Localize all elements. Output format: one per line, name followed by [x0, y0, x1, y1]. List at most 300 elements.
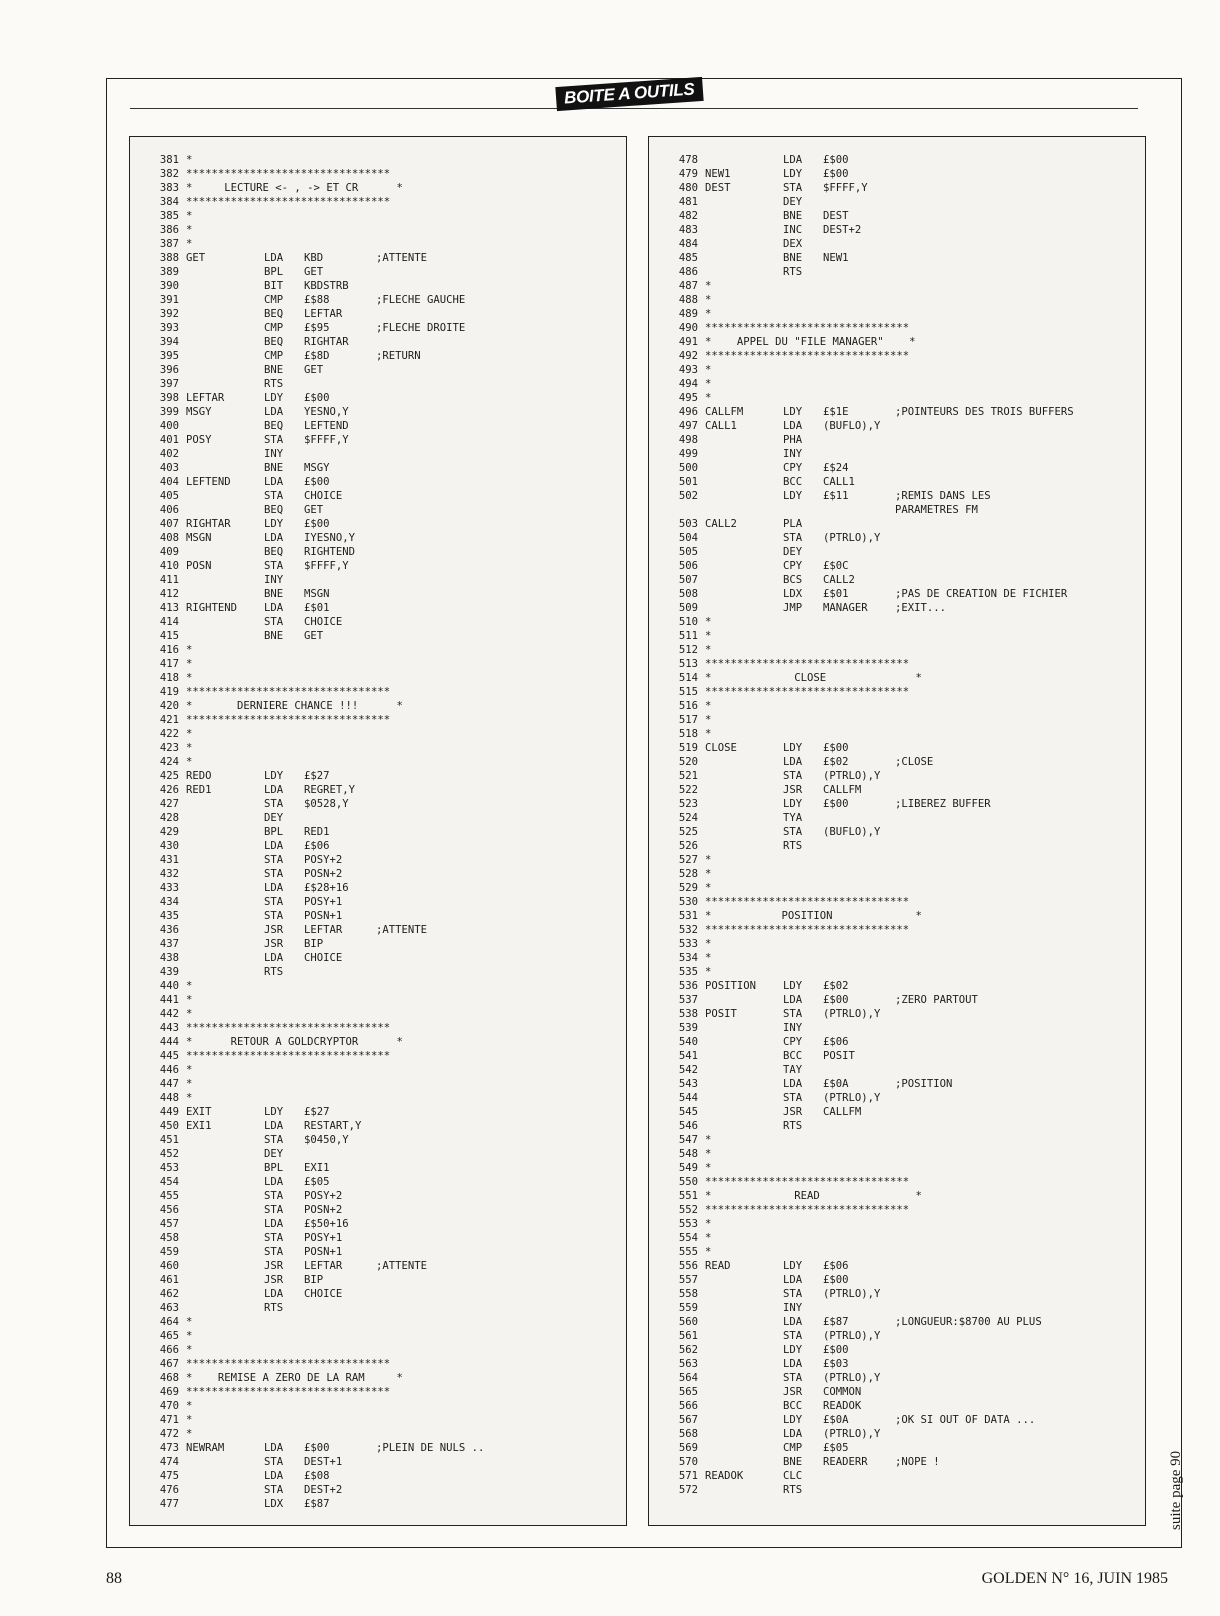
line-number: 481: [678, 196, 698, 208]
line-opcode: BNE: [783, 210, 803, 222]
line-operand: £$0C: [823, 560, 849, 572]
line-label: *: [705, 1148, 712, 1160]
line-label: *: [186, 1316, 193, 1328]
line-number: 462: [159, 1288, 179, 1300]
line-number: 504: [678, 532, 698, 544]
line-number: 386: [159, 224, 179, 236]
code-line: [649, 1287, 1145, 1301]
issue-info: GOLDEN N° 16, JUIN 1985: [981, 1570, 1168, 1587]
line-label: CALLFM: [705, 406, 744, 418]
line-operand: £$05: [823, 1442, 849, 1454]
line-opcode: LDA: [264, 1442, 284, 1454]
line-number: 512: [678, 644, 698, 656]
line-number: 556: [678, 1260, 698, 1272]
code-line: [130, 797, 626, 811]
line-number: 521: [678, 770, 698, 782]
line-number: 571: [678, 1470, 698, 1482]
code-line: [130, 769, 626, 783]
line-label: * DERNIERE CHANCE !!! *: [186, 700, 403, 712]
code-line: [649, 867, 1145, 881]
line-opcode: RTS: [783, 1484, 803, 1496]
line-opcode: BCC: [783, 1400, 803, 1412]
code-line: [649, 755, 1145, 769]
line-operand: £$05: [304, 1176, 330, 1188]
line-opcode: STA: [264, 434, 284, 446]
line-comment: ;LIBEREZ BUFFER: [895, 798, 991, 810]
line-operand: POSN+1: [304, 910, 343, 922]
line-label: RIGHTEND: [186, 602, 238, 614]
line-number: 419: [159, 686, 179, 698]
code-line: [649, 601, 1145, 615]
code-line: [130, 1469, 626, 1483]
code-line: [649, 405, 1145, 419]
line-number: 473: [159, 1442, 179, 1454]
line-opcode: LDY: [264, 770, 284, 782]
code-line: [649, 769, 1145, 783]
code-line: [130, 209, 626, 223]
line-operand: £$00: [304, 392, 330, 404]
line-operand: POSY+2: [304, 854, 343, 866]
line-opcode: LDA: [264, 1176, 284, 1188]
code-line: [130, 629, 626, 643]
code-line: [130, 839, 626, 853]
code-line: [649, 811, 1145, 825]
line-number: 489: [678, 308, 698, 320]
line-label: *: [705, 966, 712, 978]
code-line: [649, 895, 1145, 909]
line-operand: (PTRLO),Y: [823, 1092, 881, 1104]
line-number: 444: [159, 1036, 179, 1048]
line-label: * POSITION *: [705, 910, 922, 922]
line-number: 414: [159, 616, 179, 628]
line-label: *: [705, 378, 712, 390]
line-operand: CHOICE: [304, 1288, 343, 1300]
code-line: [130, 1315, 626, 1329]
line-label: *: [186, 994, 193, 1006]
code-lines-left: [130, 153, 626, 1511]
line-opcode: LDA: [783, 154, 803, 166]
line-opcode: TAY: [783, 1064, 803, 1076]
line-operand: REGRET,Y: [304, 784, 356, 796]
line-number: 451: [159, 1134, 179, 1146]
code-line: [130, 1007, 626, 1021]
line-label: ********************************: [186, 714, 391, 726]
line-opcode: LDA: [264, 602, 284, 614]
line-opcode: LDA: [783, 1274, 803, 1286]
line-number: 478: [678, 154, 698, 166]
line-opcode: RTS: [264, 378, 284, 390]
line-opcode: LDY: [783, 742, 803, 754]
code-line: [649, 419, 1145, 433]
line-opcode: LDA: [264, 406, 284, 418]
line-label: *: [705, 700, 712, 712]
line-number: 452: [159, 1148, 179, 1160]
line-opcode: LDY: [783, 980, 803, 992]
line-operand: (PTRLO),Y: [823, 1288, 881, 1300]
line-number: 397: [159, 378, 179, 390]
code-line: [649, 909, 1145, 923]
code-line: [130, 1161, 626, 1175]
section-badge: BOITE A OUTILS: [555, 77, 703, 111]
code-line: [130, 419, 626, 433]
code-line: [130, 951, 626, 965]
line-label: *: [186, 644, 193, 656]
line-number: 465: [159, 1330, 179, 1342]
code-line: [649, 1035, 1145, 1049]
code-line: [130, 615, 626, 629]
line-number: 531: [678, 910, 698, 922]
line-operand: £$11: [823, 490, 849, 502]
line-operand: £$06: [823, 1260, 849, 1272]
line-label: *: [186, 1414, 193, 1426]
line-opcode: BNE: [783, 252, 803, 264]
line-opcode: PHA: [783, 434, 803, 446]
line-number: 496: [678, 406, 698, 418]
line-opcode: LDX: [783, 588, 803, 600]
code-line: [649, 153, 1145, 167]
line-number: 402: [159, 448, 179, 460]
code-line: [130, 349, 626, 363]
line-operand: $0450,Y: [304, 1134, 349, 1146]
code-line: [649, 923, 1145, 937]
code-line: [130, 181, 626, 195]
line-number: 479: [678, 168, 698, 180]
line-number: 523: [678, 798, 698, 810]
code-line: [649, 447, 1145, 461]
code-line: [649, 489, 1145, 503]
line-number: 568: [678, 1428, 698, 1440]
code-line: [649, 1203, 1145, 1217]
code-line: [130, 195, 626, 209]
line-opcode: JMP: [783, 602, 803, 614]
code-line: [130, 867, 626, 881]
line-number: 551: [678, 1190, 698, 1202]
line-operand: $FFFF,Y: [304, 560, 349, 572]
line-number: 483: [678, 224, 698, 236]
line-label: *: [705, 1246, 712, 1258]
line-opcode: JSR: [264, 1260, 284, 1272]
line-number: 436: [159, 924, 179, 936]
line-number: 438: [159, 952, 179, 964]
code-line: [130, 293, 626, 307]
line-opcode: LDY: [783, 798, 803, 810]
line-opcode: CMP: [264, 294, 284, 306]
line-opcode: INY: [783, 448, 803, 460]
line-operand: KBD: [304, 252, 324, 264]
line-operand: £$06: [304, 840, 330, 852]
line-opcode: LDA: [783, 1428, 803, 1440]
line-label: *: [186, 728, 193, 740]
line-operand: RED1: [304, 826, 330, 838]
line-number: 559: [678, 1302, 698, 1314]
line-number: 403: [159, 462, 179, 474]
code-line: [649, 321, 1145, 335]
line-comment: ;ATTENTE: [376, 1260, 428, 1272]
line-operand: KBDSTRB: [304, 280, 349, 292]
code-line: [649, 363, 1145, 377]
line-operand: £$02: [823, 756, 849, 768]
line-number: 533: [678, 938, 698, 950]
code-line: [649, 307, 1145, 321]
line-number: 401: [159, 434, 179, 446]
line-number: 441: [159, 994, 179, 1006]
line-label: *: [186, 980, 193, 992]
line-opcode: LDY: [783, 1414, 803, 1426]
code-line: [649, 1399, 1145, 1413]
line-opcode: STA: [783, 1288, 803, 1300]
line-comment: ;OK SI OUT OF DATA ...: [895, 1414, 1036, 1426]
line-operand: YESNO,Y: [304, 406, 349, 418]
line-operand: POSN+1: [304, 1246, 343, 1258]
line-opcode: STA: [783, 1008, 803, 1020]
line-operand: (PTRLO),Y: [823, 1330, 881, 1342]
line-opcode: LDY: [783, 1260, 803, 1272]
line-opcode: STA: [783, 770, 803, 782]
line-number: 563: [678, 1358, 698, 1370]
line-operand: £$00: [823, 168, 849, 180]
code-line: [130, 601, 626, 615]
line-number: 570: [678, 1456, 698, 1468]
code-line: [130, 755, 626, 769]
line-number: 454: [159, 1176, 179, 1188]
line-number: 490: [678, 322, 698, 334]
code-line: [130, 363, 626, 377]
code-line: [649, 1315, 1145, 1329]
code-line: [130, 699, 626, 713]
code-line: [130, 1399, 626, 1413]
code-line: [130, 433, 626, 447]
code-line: [130, 1049, 626, 1063]
line-number: 393: [159, 322, 179, 334]
line-label: ********************************: [186, 1386, 391, 1398]
line-label: * REMISE A ZERO DE LA RAM *: [186, 1372, 403, 1384]
line-operand: CALLFM: [823, 784, 862, 796]
line-number: 502: [678, 490, 698, 502]
line-label: *: [705, 644, 712, 656]
line-number: 525: [678, 826, 698, 838]
line-number: 389: [159, 266, 179, 278]
line-number: 424: [159, 756, 179, 768]
line-number: 459: [159, 1246, 179, 1258]
line-operand: £$00: [823, 742, 849, 754]
line-label: *: [186, 672, 193, 684]
code-lines-right: [649, 153, 1145, 1497]
line-number: 455: [159, 1190, 179, 1202]
line-number: 468: [159, 1372, 179, 1384]
line-label: CALL2: [705, 518, 737, 530]
code-line: [130, 321, 626, 335]
line-label: ********************************: [705, 322, 910, 334]
code-line: [130, 937, 626, 951]
line-label: MSGN: [186, 532, 212, 544]
line-label: ********************************: [705, 686, 910, 698]
line-number: 384: [159, 196, 179, 208]
line-label: CLOSE: [705, 742, 737, 754]
code-line: [130, 1217, 626, 1231]
line-operand: £$27: [304, 1106, 330, 1118]
code-line: [649, 1427, 1145, 1441]
line-label: ********************************: [705, 1204, 910, 1216]
line-opcode: STA: [264, 1190, 284, 1202]
line-opcode: BNE: [264, 364, 284, 376]
line-label: *: [186, 1008, 193, 1020]
code-line: [130, 279, 626, 293]
line-number: 453: [159, 1162, 179, 1174]
line-number: 434: [159, 896, 179, 908]
code-line: [649, 1469, 1145, 1483]
line-number: 560: [678, 1316, 698, 1328]
line-number: 435: [159, 910, 179, 922]
line-opcode: RTS: [783, 266, 803, 278]
line-opcode: JSR: [783, 1106, 803, 1118]
line-operand: POSY+1: [304, 896, 343, 908]
code-line: [649, 1063, 1145, 1077]
line-operand: CALL2: [823, 574, 855, 586]
code-line: [649, 685, 1145, 699]
code-line: [130, 1105, 626, 1119]
line-opcode: BNE: [264, 588, 284, 600]
line-comment: ;NOPE !: [895, 1456, 940, 1468]
line-operand: $FFFF,Y: [823, 182, 868, 194]
line-opcode: LDY: [783, 490, 803, 502]
line-operand: CHOICE: [304, 952, 343, 964]
line-label: READOK: [705, 1470, 744, 1482]
line-number: 405: [159, 490, 179, 502]
line-opcode: STA: [264, 490, 284, 502]
code-line: [649, 1077, 1145, 1091]
line-number: 427: [159, 798, 179, 810]
code-line: [649, 1455, 1145, 1469]
line-opcode: DEY: [783, 196, 803, 208]
line-number: 387: [159, 238, 179, 250]
line-opcode: STA: [264, 868, 284, 880]
line-label: *: [186, 1330, 193, 1342]
code-line: [649, 1049, 1145, 1063]
line-label: *: [186, 1400, 193, 1412]
line-label: POSN: [186, 560, 212, 572]
line-opcode: LDA: [264, 1470, 284, 1482]
line-number: 535: [678, 966, 698, 978]
line-label: ********************************: [186, 1050, 391, 1062]
line-opcode: STA: [783, 826, 803, 838]
code-line: [130, 1329, 626, 1343]
code-line: [649, 853, 1145, 867]
code-line: [649, 713, 1145, 727]
line-opcode: LDA: [264, 1120, 284, 1132]
line-opcode: BPL: [264, 266, 284, 278]
line-opcode: LDY: [783, 168, 803, 180]
line-opcode: LDA: [783, 1358, 803, 1370]
code-line: [649, 797, 1145, 811]
line-operand: CALL1: [823, 476, 855, 488]
line-number: 431: [159, 854, 179, 866]
line-number: 536: [678, 980, 698, 992]
code-line: [649, 825, 1145, 839]
code-line: [649, 377, 1145, 391]
line-operand: £$24: [823, 462, 849, 474]
line-number: 565: [678, 1386, 698, 1398]
line-opcode: LDY: [264, 518, 284, 530]
line-opcode: STA: [264, 910, 284, 922]
code-line: [649, 993, 1145, 1007]
line-opcode: LDA: [783, 1078, 803, 1090]
line-number: 542: [678, 1064, 698, 1076]
line-operand: £$27: [304, 770, 330, 782]
line-operand: READOK: [823, 1400, 862, 1412]
line-label: *: [705, 882, 712, 894]
code-line: [130, 1301, 626, 1315]
line-number: 406: [159, 504, 179, 516]
line-number: 458: [159, 1232, 179, 1244]
code-line: [130, 265, 626, 279]
line-operand: £$8D: [304, 350, 330, 362]
line-number: 497: [678, 420, 698, 432]
line-label: * LECTURE <- , -> ET CR *: [186, 182, 403, 194]
code-line: [649, 1273, 1145, 1287]
line-operand: CHOICE: [304, 490, 343, 502]
line-label: *: [705, 1134, 712, 1146]
line-opcode: DEY: [783, 546, 803, 558]
line-label: * CLOSE *: [705, 672, 922, 684]
line-opcode: BEQ: [264, 308, 284, 320]
code-line: [649, 741, 1145, 755]
line-operand: £$00: [823, 1344, 849, 1356]
code-line: [130, 489, 626, 503]
line-opcode: STA: [264, 1134, 284, 1146]
line-number: 413: [159, 602, 179, 614]
line-number: 423: [159, 742, 179, 754]
line-operand: GET: [304, 364, 324, 376]
line-label: *: [705, 364, 712, 376]
line-opcode: LDY: [264, 392, 284, 404]
line-number: 475: [159, 1470, 179, 1482]
line-number: 543: [678, 1078, 698, 1090]
line-opcode: BEQ: [264, 336, 284, 348]
code-line: [130, 475, 626, 489]
line-label: *: [705, 294, 712, 306]
code-line: [649, 1105, 1145, 1119]
code-line: [130, 783, 626, 797]
line-label: RIGHTAR: [186, 518, 231, 530]
code-line: [130, 1497, 626, 1511]
line-number: 517: [678, 714, 698, 726]
line-number: 467: [159, 1358, 179, 1370]
line-label: ********************************: [705, 924, 910, 936]
line-number: 415: [159, 630, 179, 642]
line-comment: ;EXIT...: [895, 602, 947, 614]
line-operand: £$03: [823, 1358, 849, 1370]
line-label: ********************************: [705, 350, 910, 362]
code-line: [649, 1329, 1145, 1343]
line-number: 522: [678, 784, 698, 796]
line-label: ********************************: [186, 196, 391, 208]
line-opcode: BIT: [264, 280, 284, 292]
code-line: [130, 1021, 626, 1035]
line-operand: IYESNO,Y: [304, 532, 356, 544]
code-line: [130, 895, 626, 909]
line-opcode: STA: [264, 1484, 284, 1496]
code-line: [649, 965, 1145, 979]
line-number: 418: [159, 672, 179, 684]
code-line: [130, 503, 626, 517]
code-line: [130, 167, 626, 181]
code-line: [649, 1007, 1145, 1021]
line-comment: ;REMIS DANS LES: [895, 490, 991, 502]
line-opcode: CPY: [783, 1036, 803, 1048]
line-label: ********************************: [186, 168, 391, 180]
line-number: 518: [678, 728, 698, 740]
line-opcode: STA: [264, 560, 284, 572]
